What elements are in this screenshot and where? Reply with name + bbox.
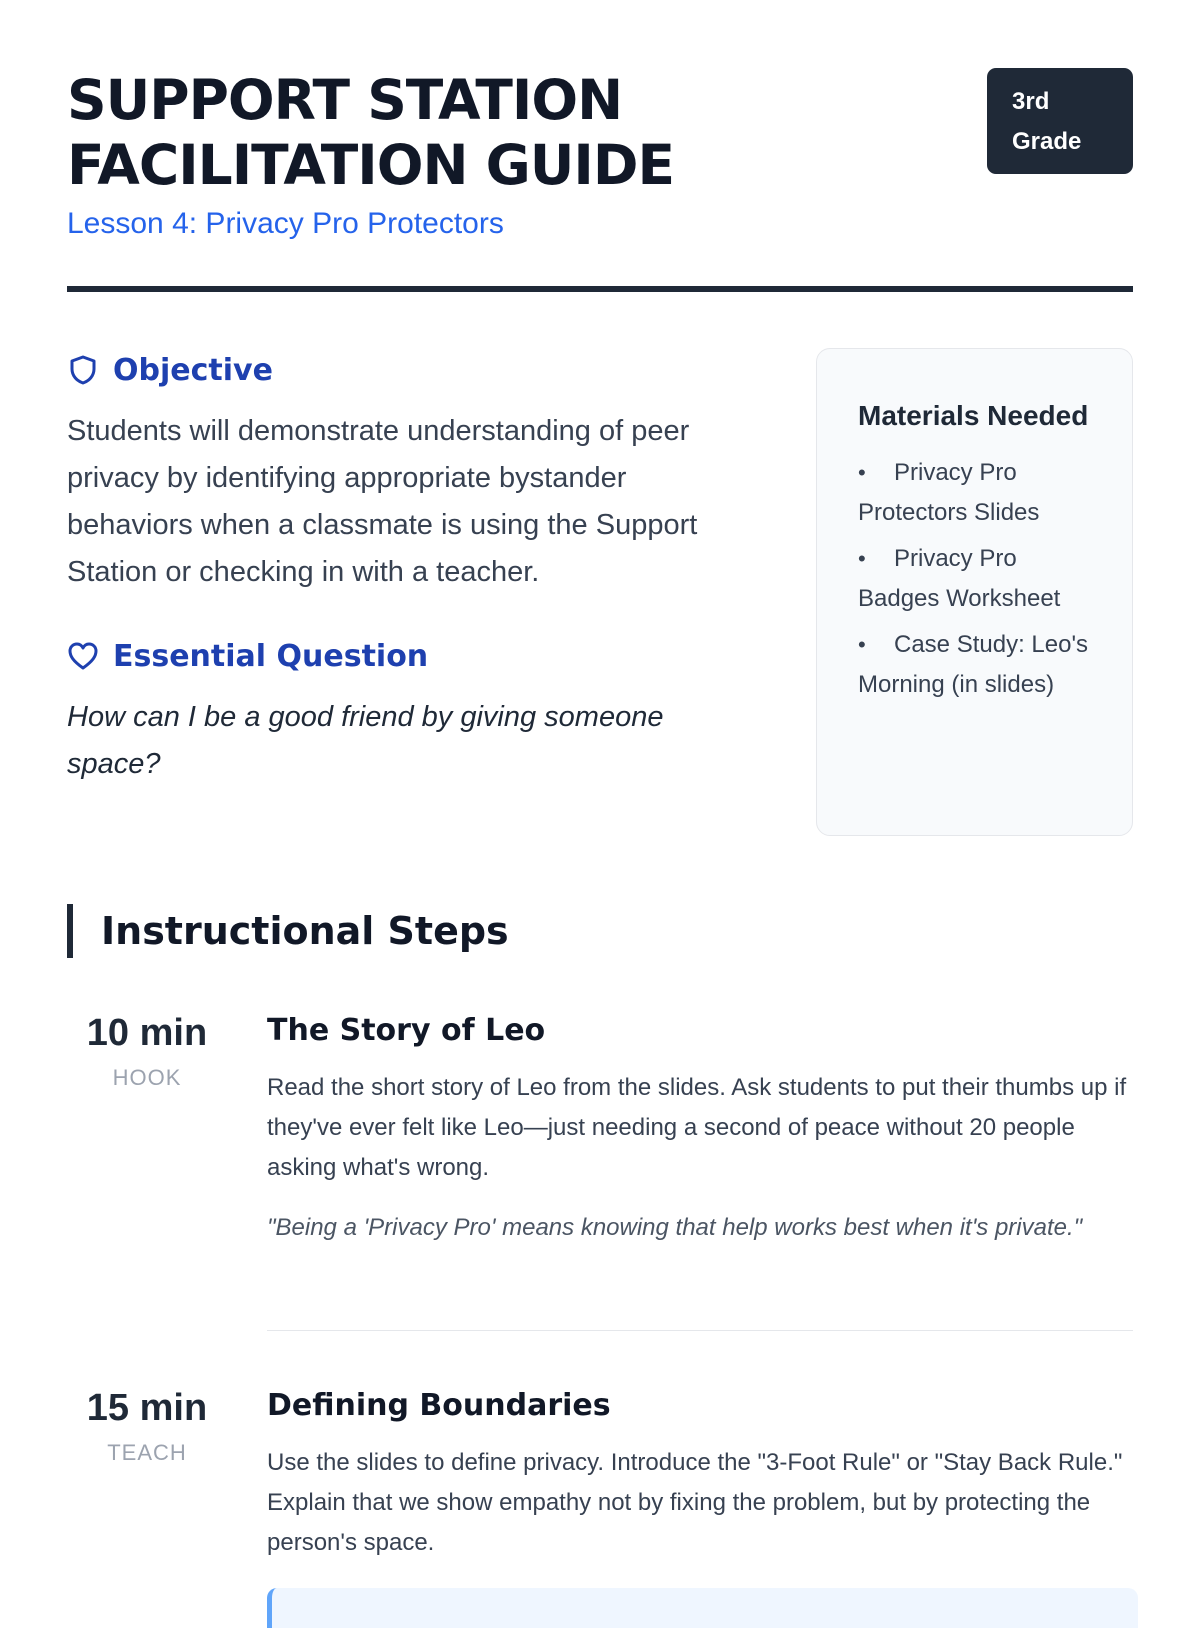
step-title: Defining Boundaries xyxy=(267,1388,611,1423)
facilitation-guide-page xyxy=(67,0,1133,1600)
guide-header xyxy=(67,68,1133,238)
objective-heading-label: Objective xyxy=(113,352,273,388)
list-item xyxy=(858,539,1094,619)
essential-question-heading-label: Essential Question xyxy=(113,638,429,674)
step-phase: TEACH xyxy=(107,1440,187,1465)
objective-text: Students will demonstrate understanding of peer privacy by identifying appropriate bystander behaviors when a classmate is using the Support Station or checking in with a teacher. xyxy=(67,415,698,588)
lesson-subtitle: Lesson 4: Privacy Pro Protectors xyxy=(67,207,504,240)
step-time xyxy=(67,1385,227,1467)
heart-icon xyxy=(67,640,99,672)
shield-icon xyxy=(67,354,99,386)
step-callout xyxy=(267,1588,1138,1628)
step-text: Read the short story of Leo from the slides. Ask students to put their thumbs up if they've ever felt like Leo—just needing a second of peace without 20 people asking what's wrong. xyxy=(267,1074,1127,1181)
essential-question-heading xyxy=(67,634,428,678)
page-title: SUPPORT STATION FACILITATION GUIDE xyxy=(67,68,675,197)
list-item xyxy=(858,453,1094,533)
step-body xyxy=(267,1010,1133,1248)
step-body xyxy=(267,1385,1133,1563)
bullet-icon: • xyxy=(858,460,866,485)
materials-list xyxy=(858,453,1094,705)
step-quote: "Being a 'Privacy Pro' means knowing that help works best when it's private." xyxy=(267,1214,1083,1241)
step-phase: HOOK xyxy=(112,1065,182,1090)
objective-heading xyxy=(67,348,273,392)
step-duration: 15 min xyxy=(86,1387,208,1429)
step-text: Use the slides to define privacy. Introduce the "3-Foot Rule" or "Stay Back Rule." Explain that we show empathy not by fixing the problem, but by protecting the person's space. xyxy=(267,1449,1123,1556)
materials-box xyxy=(816,348,1133,836)
instructional-steps-heading: Instructional Steps xyxy=(67,904,509,958)
material-item-label: Privacy Pro Badges Worksheet xyxy=(858,545,1061,612)
step-duration: 10 min xyxy=(86,1012,208,1054)
bullet-icon: • xyxy=(858,546,866,571)
essential-question-text: How can I be a good friend by giving someone space? xyxy=(67,701,664,780)
material-item-label: Case Study: Leo's Morning (in slides) xyxy=(858,631,1089,698)
bullet-icon: • xyxy=(858,632,866,657)
list-item xyxy=(858,625,1094,705)
step-title: The Story of Leo xyxy=(267,1013,546,1048)
material-item-label: Privacy Pro Protectors Slides xyxy=(858,459,1040,526)
step-time xyxy=(67,1010,227,1092)
materials-title: Materials Needed xyxy=(858,400,1089,431)
header-divider xyxy=(67,286,1133,292)
step-divider xyxy=(267,1330,1133,1331)
grade-badge: 3rd Grade xyxy=(987,68,1133,174)
